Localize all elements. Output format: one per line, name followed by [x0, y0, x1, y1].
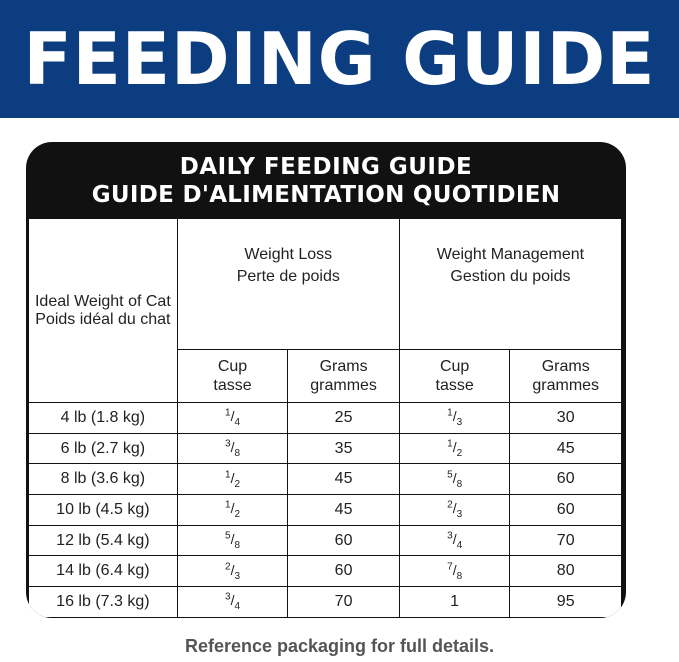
table-row: [29, 433, 622, 464]
cell-mgmt-cup-numerator: 1: [447, 407, 453, 419]
cell-loss-cup-fraction: [225, 438, 241, 459]
cell-loss-cup-fraction: [225, 468, 241, 490]
cell-mgmt-grams: 70: [510, 525, 622, 556]
cell-mgmt-cup-numerator: 7: [447, 561, 453, 573]
cell-mgmt-cup: [399, 556, 510, 587]
cell-mgmt-grams: 95: [510, 587, 622, 618]
cell-loss-cup-denominator: 8: [234, 539, 241, 551]
cell-mgmt-grams: 80: [510, 556, 622, 587]
cell-cat-weight: 4 lb (1.8 kg): [29, 403, 178, 434]
table-title-french: GUIDE D'ALIMENTATION QUOTIDIEN: [91, 182, 561, 208]
cell-mgmt-cup-slash: /: [452, 561, 457, 578]
cell-loss-cup-slash: /: [230, 408, 235, 425]
cell-mgmt-cup-denominator: 4: [456, 539, 463, 551]
cell-loss-cup: [177, 464, 288, 495]
cell-mgmt-cup-numerator: 3: [447, 530, 453, 542]
cell-mgmt-cup-denominator: 8: [456, 478, 463, 490]
table-row: [29, 525, 622, 556]
cell-cat-weight: 8 lb (3.6 kg): [29, 464, 178, 495]
table-title-english: DAILY FEEDING GUIDE: [179, 154, 473, 180]
header-weight-fr-2: du chat: [118, 310, 171, 328]
cell-loss-cup-fraction: [225, 561, 241, 582]
cell-loss-cup: [177, 556, 288, 587]
cell-loss-cup-denominator: 2: [234, 509, 241, 521]
cell-mgmt-cup-denominator: 8: [456, 570, 463, 582]
cell-mgmt-grams: 60: [510, 464, 622, 495]
cell-mgmt-cup-slash: /: [452, 469, 457, 486]
cell-loss-cup-numerator: 1: [225, 407, 231, 419]
cell-cat-weight: 12 lb (5.4 kg): [29, 525, 178, 556]
cell-loss-grams: 25: [288, 403, 400, 434]
cell-mgmt-cup-fraction: [447, 530, 463, 551]
cell-loss-cup-denominator: 3: [234, 570, 241, 582]
cell-loss-cup-fraction: [225, 530, 241, 551]
header-loss-grams: [288, 350, 400, 403]
cell-loss-cup-numerator: 3: [225, 438, 231, 450]
cell-mgmt-cup-slash: /: [452, 438, 457, 455]
table-row: [29, 464, 622, 495]
cell-loss-grams: 45: [288, 495, 400, 526]
cell-mgmt-cup-slash: /: [452, 500, 457, 517]
cell-loss-grams: 60: [288, 556, 400, 587]
cell-loss-cup-slash: /: [230, 592, 235, 609]
cell-mgmt-cup-numerator: 1: [447, 438, 453, 450]
cell-loss-cup-slash: /: [230, 469, 235, 486]
cell-loss-cup-denominator: 4: [234, 417, 241, 429]
cell-loss-cup: [177, 525, 288, 556]
cell-loss-cup-numerator: 1: [225, 468, 231, 480]
footer-note: Reference packaging for full details.: [184, 636, 495, 656]
cell-mgmt-cup-denominator: 2: [456, 447, 463, 459]
header-grams-en: Grams: [319, 358, 368, 375]
header-cup-en: Cup: [217, 358, 248, 375]
cell-mgmt-grams: 45: [510, 433, 622, 464]
cell-mgmt-cup-denominator: 3: [456, 417, 463, 429]
cell-mgmt-cup-numerator: 2: [447, 499, 453, 511]
cell-loss-cup-numerator: 2: [225, 561, 231, 573]
cell-loss-cup-fraction: [225, 591, 241, 613]
header-grams-en: Grams: [541, 358, 590, 375]
cell-loss-cup: [177, 495, 288, 526]
cell-loss-cup-slash: /: [230, 561, 235, 578]
cell-mgmt-cup: [399, 587, 510, 618]
header-weight-en-1: Ideal Weight: [34, 292, 124, 310]
header-mgmt-cup: [399, 350, 510, 403]
feeding-guide-banner: [0, 0, 679, 118]
table-row: [29, 403, 622, 434]
cell-loss-cup-slash: /: [230, 438, 235, 455]
cell-loss-grams: 70: [288, 587, 400, 618]
cell-loss-grams: 35: [288, 433, 400, 464]
cell-cat-weight: 14 lb (6.4 kg): [29, 556, 178, 587]
header-cup-en: Cup: [439, 358, 470, 375]
header-cup-fr: tasse: [213, 377, 252, 394]
cell-cat-weight: 6 lb (2.7 kg): [29, 433, 178, 464]
cell-loss-cup-fraction: [225, 499, 241, 521]
cell-mgmt-cup: [399, 464, 510, 495]
cell-mgmt-cup: [399, 433, 510, 464]
header-weight-loss: [177, 219, 399, 350]
table-row: [29, 495, 622, 526]
feeding-table: [28, 218, 622, 618]
cell-mgmt-cup-fraction: [447, 561, 463, 582]
header-cup-fr: tasse: [435, 377, 474, 394]
header-mgmt-grams: [510, 350, 622, 403]
cell-mgmt-grams: 30: [510, 403, 622, 434]
cell-loss-cup: [177, 587, 288, 618]
cell-mgmt-cup-fraction: [447, 468, 463, 490]
header-grams-fr: grammes: [310, 377, 377, 394]
cell-loss-cup: [177, 433, 288, 464]
cell-loss-cup-numerator: 3: [225, 591, 231, 603]
cell-mgmt-cup-fraction: [447, 499, 463, 521]
cell-loss-cup-denominator: 4: [234, 601, 241, 613]
table-title: [26, 142, 626, 218]
cell-mgmt-cup-slash: /: [452, 531, 457, 548]
table-row: [29, 556, 622, 587]
table-row: [29, 587, 622, 618]
header-loss-en: Weight Loss: [244, 246, 333, 263]
page-title: FEEDING GUIDE: [23, 17, 656, 101]
cell-mgmt-cup-fraction: [447, 438, 463, 459]
header-weight-fr-1: Poids idéal: [35, 310, 114, 328]
cell-mgmt-cup-whole: 1: [450, 592, 460, 610]
header-weight-management: [399, 219, 621, 350]
cell-loss-cup-denominator: 2: [234, 478, 241, 490]
cell-loss-cup-slash: /: [230, 500, 235, 517]
cell-loss-cup-numerator: 1: [225, 499, 231, 511]
cell-loss-cup-denominator: 8: [234, 447, 241, 459]
cell-mgmt-grams: 60: [510, 495, 622, 526]
cell-loss-grams: 45: [288, 464, 400, 495]
cell-mgmt-cup-denominator: 3: [456, 509, 463, 521]
cell-mgmt-cup-slash: /: [452, 408, 457, 425]
cell-loss-grams: 60: [288, 525, 400, 556]
header-weight-en-2: of Cat: [128, 292, 171, 310]
header-mgmt-fr: Gestion du poids: [450, 268, 571, 285]
cell-cat-weight: 16 lb (7.3 kg): [29, 587, 178, 618]
cell-mgmt-cup: [399, 403, 510, 434]
header-ideal-weight: [29, 219, 178, 403]
cell-loss-cup: [177, 403, 288, 434]
cell-mgmt-cup-fraction: [447, 407, 463, 429]
cell-mgmt-cup-numerator: 5: [447, 468, 453, 480]
cell-cat-weight: 10 lb (4.5 kg): [29, 495, 178, 526]
cell-mgmt-cup: [399, 525, 510, 556]
header-mgmt-en: Weight Management: [436, 246, 585, 263]
cell-loss-cup-fraction: [225, 407, 241, 429]
header-loss-cup: [177, 350, 288, 403]
header-grams-fr: grammes: [532, 377, 600, 394]
header-loss-fr: Perte de poids: [236, 268, 340, 285]
cell-loss-cup-slash: /: [230, 531, 235, 548]
feeding-guide-card: [26, 142, 626, 618]
cell-mgmt-cup: [399, 495, 510, 526]
cell-loss-cup-numerator: 5: [225, 530, 231, 542]
